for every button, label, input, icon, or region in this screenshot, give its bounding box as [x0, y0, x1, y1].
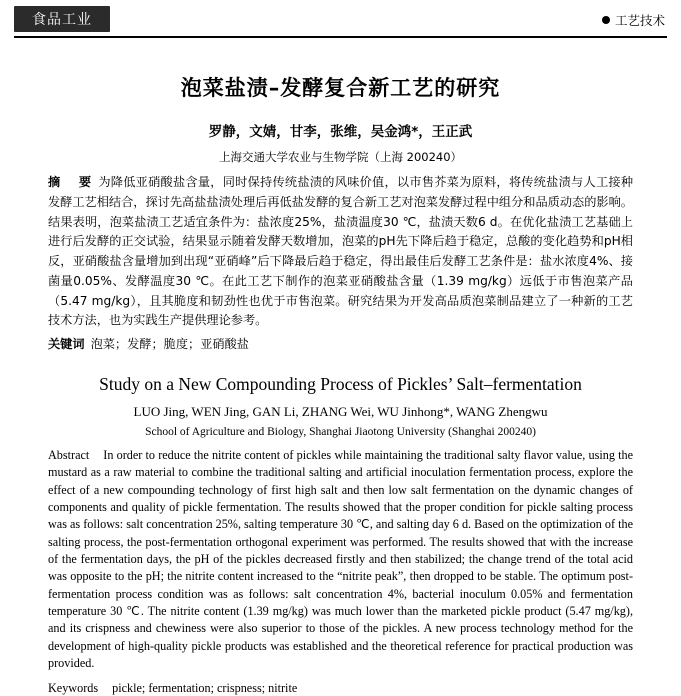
- english-keywords-label: Keywords: [48, 681, 99, 696]
- chinese-keywords-text: 泡菜；发酵；脆度；亚硝酸盐: [90, 337, 249, 352]
- english-abstract-label: Abstract: [48, 448, 90, 463]
- header-section: [602, 6, 667, 29]
- english-abstract: [48, 447, 633, 672]
- header-section-label: 工艺技术: [614, 13, 665, 28]
- english-keywords: [48, 681, 633, 696]
- english-title: Study on a New Compounding Process of Pickles’ Salt–fermentation: [99, 374, 582, 395]
- english-affiliation: School of Agriculture and Biology, Shanghai Jiaotong University (Shanghai 200240): [145, 426, 536, 439]
- bullet-icon: [602, 16, 610, 24]
- journal-logo: 食品工业: [14, 6, 110, 32]
- chinese-abstract-text: 为降低亚硝酸盐含量，同时保持传统盐渍的风味价值，以市售芥菜为原料，将传统盐渍与人工接种发酵工艺相结合，探讨先高盐盐渍处理后再低盐发酵的复合新工艺对泡菜发酵过程中组分和品质动态的影响。结果表明，泡菜盐渍工艺适宜条件为：盐浓度25%，盐渍温度30 ℃，盐渍天数6 d。在优化盐渍工艺基础上进行后发酵的正交试验，结果显示随着发酵天数增加，泡菜的pH先下降后趋于稳定，总酸的变化趋势和pH相反，亚硝酸盐含量增加到出现“亚硝峰”后下降最后趋于稳定，得出最佳后发酵工艺条件是：盐水浓度4%、接菌量0.05%、发酵温度30 ℃。在此工艺下制作的泡菜亚硝酸盐含量（1.39 mg/kg）远低于市售泡菜产品（5.47 mg/kg），且其脆度和韧劲性也优于市售泡菜。研究结果为开发高品质泡菜制品建立了一种新的工艺技术方法，也为实践生产提供理论参考。: [48, 175, 634, 328]
- english-keywords-text: pickle; fermentation; crispness; nitrite: [112, 681, 298, 696]
- chinese-abstract-label: 摘 要: [48, 175, 95, 189]
- english-abstract-text: In order to reduce the nitrite content of pickles while maintaining the traditional salty flavor value, using the mustard as a raw material to combine the traditional salting and artificial inoculation fermentation process, explore the effect of a new compounding technology of first high salt and then low salt fermentation on the dynamic changes of components and quality of pickle fermentation. The results showed that the proper condition for pickle salting process was as follows: salt concentration 25%, salting temperature 30 ℃, and salting day 6 d. Based on the optimization of the salting process, the post-fermentation orthogonal experiment was performed. The results showed that with the increase of the fermentation days, the pH of the pickles decreased firstly and then stabilized; the change trend of the total acid was opposite to the pH; the nitrite content increased to the “nitrite peak”, then dropped to be stable. The optimum post-fermentation process condition was as follows: salt concentration 4%, bacterial inoculum 0.05% and fermentation temperature 30 ℃. The nitrite content (1.39 mg/kg) was much lower than the marketed pickle product (5.47 mg/kg), and its crispness and chewiness were also superior to those of the pickles. A new process technology method for the development of high-quality pickle products was established and the theoretical reference for practical production was provided.: [48, 448, 633, 671]
- chinese-title: 泡菜盐渍–发酵复合新工艺的研究: [180, 76, 501, 100]
- chinese-keywords-label: 关键词: [48, 337, 85, 352]
- chinese-authors: 罗静，文婧，甘李，张维，吴金鸿*，王正武: [208, 124, 473, 140]
- paper-content: [0, 72, 681, 696]
- chinese-affiliation: 上海交通大学农业与生物学院（上海 200240）: [218, 150, 463, 164]
- chinese-keywords: [48, 335, 633, 352]
- chinese-abstract: [48, 173, 633, 331]
- paper-page: [0, 6, 681, 696]
- english-authors: LUO Jing, WEN Jing, GAN Li, ZHANG Wei, WU Jinhong*, WANG Zhengwu: [133, 404, 548, 420]
- page-header: [14, 6, 667, 38]
